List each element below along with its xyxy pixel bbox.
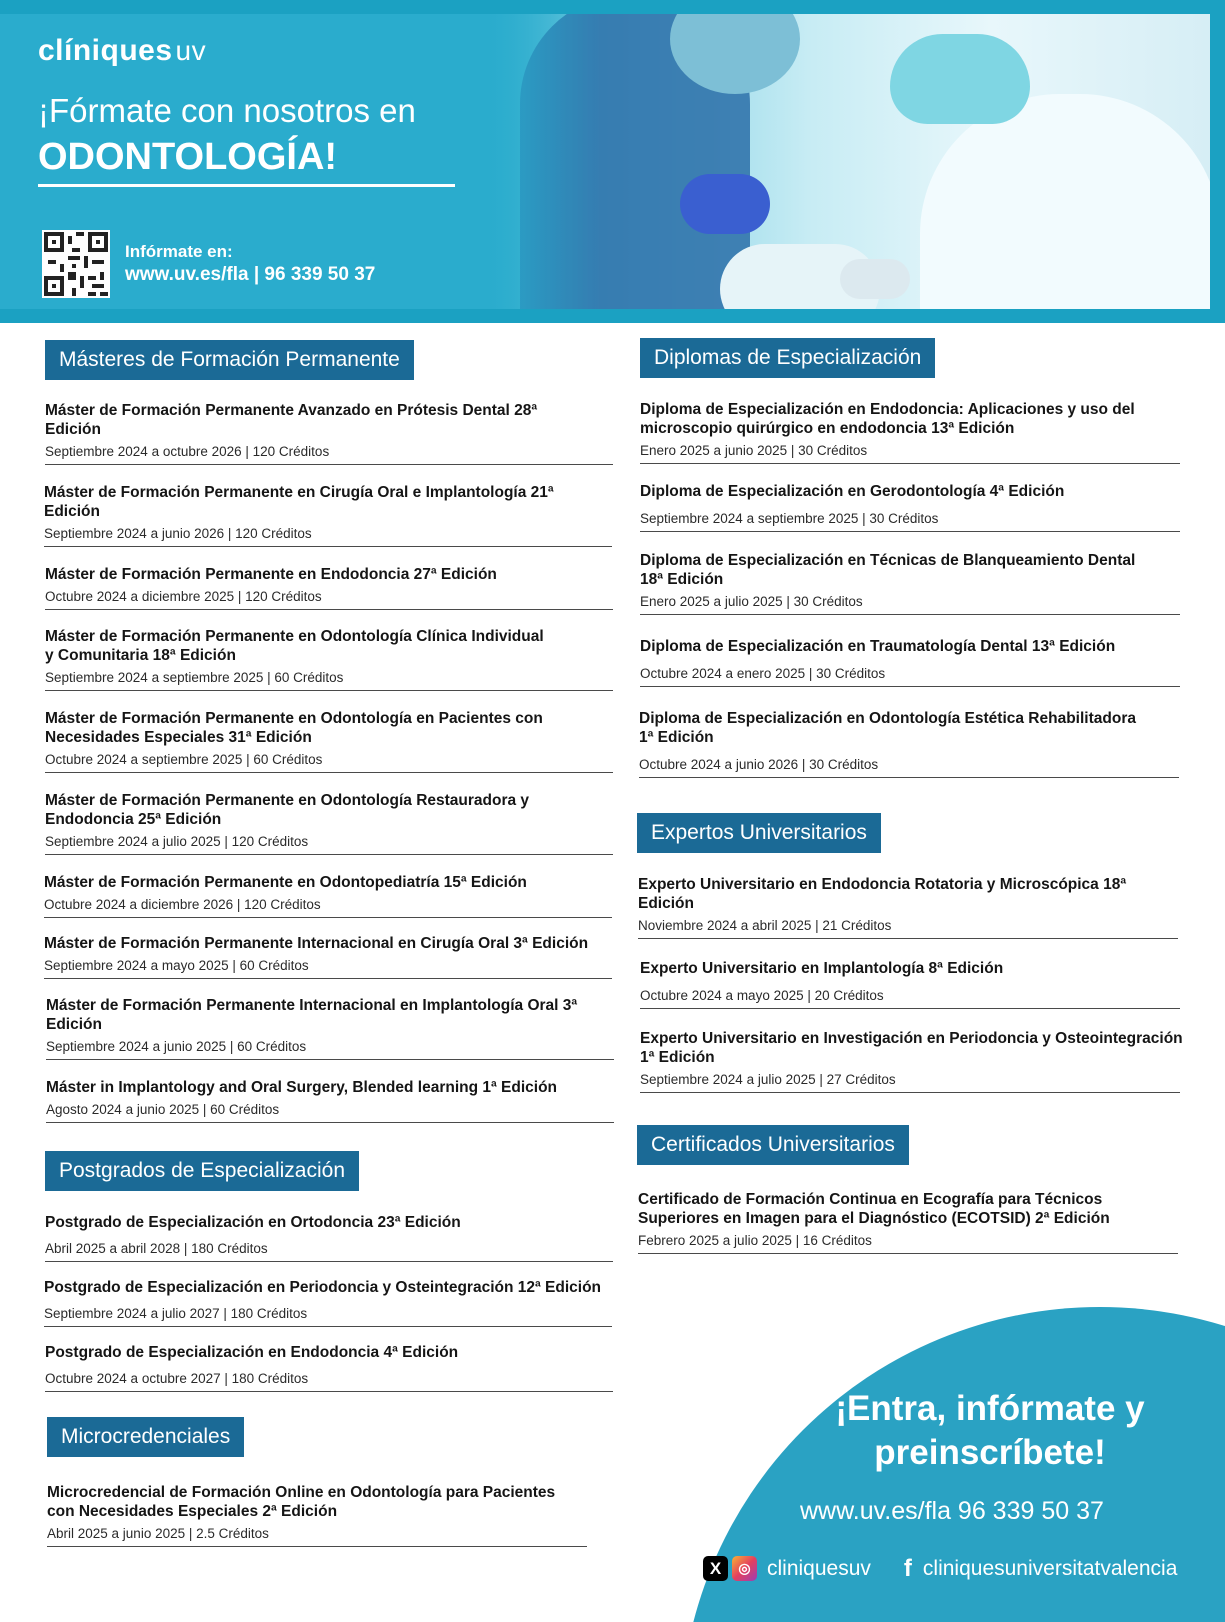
course-title: Máster de Formación Permanente en Odontología en Pacientes con Necesidades Especiales 31ª Edición xyxy=(45,710,543,746)
section-heading-expertos: Expertos Universitarios xyxy=(637,813,881,853)
course-title: Experto Universitario en Endodoncia Rotatoria y Microscópica 18ª Edición xyxy=(638,876,1127,912)
course-details: Septiembre 2024 a julio 2025 | 120 Créditos xyxy=(45,834,309,849)
course-title: Postgrado de Especialización en Periodoncia y Osteintegración 12ª Edición xyxy=(44,1279,602,1296)
course-item[interactable] xyxy=(640,400,1180,458)
course-item[interactable] xyxy=(45,1213,613,1256)
x-icon[interactable]: X xyxy=(703,1556,728,1581)
course-details: Noviembre 2024 a abril 2025 | 21 Créditos xyxy=(638,918,892,933)
section-heading-diplomas: Diplomas de Especialización xyxy=(640,338,935,378)
course-details: Septiembre 2024 a septiembre 2025 | 30 Créditos xyxy=(640,511,939,526)
course-item[interactable] xyxy=(45,709,613,767)
course-title: Diploma de Especialización en Técnicas de Blanqueamiento Dental 18ª Edición xyxy=(640,552,1136,588)
course-details: Octubre 2024 a septiembre 2025 | 60 Créditos xyxy=(45,752,323,767)
course-item[interactable] xyxy=(46,1078,614,1117)
course-details: Agosto 2024 a junio 2025 | 60 Créditos xyxy=(46,1102,280,1117)
course-item[interactable] xyxy=(45,401,613,459)
course-details: Septiembre 2024 a julio 2027 | 180 Créditos xyxy=(44,1306,308,1321)
headline-line1: ¡Fórmate con nosotros en xyxy=(38,92,416,129)
course-details: Octubre 2024 a junio 2026 | 30 Créditos xyxy=(639,757,879,772)
course-title: Experto Universitario en Investigación en Periodoncia y Osteointegración 1ª Edición xyxy=(640,1030,1183,1066)
course-title: Máster de Formación Permanente en Odontopediatría 15ª Edición xyxy=(44,874,527,891)
info-label: Infórmate en: xyxy=(125,242,233,261)
course-title: Máster de Formación Permanente en Endodoncia 27ª Edición xyxy=(45,566,497,583)
course-title: Postgrado de Especialización en Ortodoncia 23ª Edición xyxy=(45,1214,461,1231)
course-title: Diploma de Especialización en Endodoncia: Aplicaciones y uso del microscopio quirúrgico en endodoncia 13ª Edición xyxy=(640,401,1135,437)
course-item[interactable] xyxy=(640,551,1180,609)
course-details: Octubre 2024 a mayo 2025 | 20 Créditos xyxy=(640,988,884,1003)
course-item[interactable] xyxy=(44,1278,612,1321)
facebook-icon[interactable]: f xyxy=(903,1555,912,1582)
course-title: Máster de Formación Permanente Internacional en Implantología Oral 3ª Edición xyxy=(46,997,578,1033)
course-details: Abril 2025 a junio 2025 | 2.5 Créditos xyxy=(47,1526,269,1541)
headline-line2: ODONTOLOGÍA! xyxy=(38,136,338,178)
course-title: Diploma de Especialización en Odontología Estética Rehabilitadora 1ª Edición xyxy=(639,710,1136,746)
course-title: Máster de Formación Permanente Internacional en Cirugía Oral 3ª Edición xyxy=(44,935,589,952)
course-details: Septiembre 2024 a octubre 2026 | 120 Créditos xyxy=(45,444,330,459)
course-details: Febrero 2025 a julio 2025 | 16 Créditos xyxy=(638,1233,872,1248)
course-details: Septiembre 2024 a junio 2026 | 120 Créditos xyxy=(44,526,312,541)
course-item[interactable] xyxy=(640,482,1180,526)
course-item[interactable] xyxy=(639,709,1179,772)
course-title: Experto Universitario en Implantología 8ª Edición xyxy=(640,960,1004,977)
course-title: Máster de Formación Permanente en Odontología Restauradora y Endodoncia 25ª Edición xyxy=(45,792,530,828)
course-item[interactable] xyxy=(640,637,1180,681)
course-details: Septiembre 2024 a junio 2025 | 60 Créditos xyxy=(46,1039,307,1054)
section-heading-masteres: Másteres de Formación Permanente xyxy=(45,340,414,380)
course-details: Abril 2025 a abril 2028 | 180 Créditos xyxy=(45,1241,268,1256)
course-details: Enero 2025 a junio 2025 | 30 Créditos xyxy=(640,443,868,458)
header-banner xyxy=(0,0,1225,323)
course-details: Octubre 2024 a enero 2025 | 30 Créditos xyxy=(640,666,886,681)
course-item[interactable] xyxy=(46,996,614,1054)
facebook-handle[interactable]: cliniquesuniversitatvalencia xyxy=(922,1556,1178,1580)
course-title: Máster de Formación Permanente Avanzado en Prótesis Dental 28ª Edición xyxy=(45,402,538,438)
cta-contact[interactable]: www.uv.es/fla 96 339 50 37 xyxy=(800,1497,1104,1525)
course-details: Septiembre 2024 a julio 2025 | 27 Créditos xyxy=(640,1072,896,1087)
course-item[interactable] xyxy=(45,1343,613,1386)
course-item[interactable] xyxy=(44,483,612,541)
course-item[interactable] xyxy=(45,791,613,849)
course-details: Septiembre 2024 a mayo 2025 | 60 Créditos xyxy=(44,958,309,973)
social-row xyxy=(703,1556,1177,1581)
course-details: Enero 2025 a julio 2025 | 30 Créditos xyxy=(640,594,863,609)
course-details: Septiembre 2024 a septiembre 2025 | 60 Créditos xyxy=(45,670,344,685)
course-item[interactable] xyxy=(45,565,613,604)
course-item[interactable] xyxy=(44,873,612,912)
course-title: Máster de Formación Permanente en Cirugía Oral e Implantología 21ª Edición xyxy=(44,484,554,520)
course-details: Octubre 2024 a diciembre 2026 | 120 Créditos xyxy=(44,897,321,912)
qr-code-icon[interactable] xyxy=(42,230,110,298)
course-title: Máster in Implantology and Oral Surgery, Blended learning 1ª Edición xyxy=(46,1079,558,1096)
course-title: Máster de Formación Permanente en Odontología Clínica Individual y Comunitaria 18ª Edición xyxy=(45,628,544,664)
instagram-icon[interactable]: ◎ xyxy=(732,1556,757,1581)
course-details: Octubre 2024 a diciembre 2025 | 120 Créditos xyxy=(45,589,322,604)
section-heading-microcredenciales: Microcredenciales xyxy=(47,1417,244,1457)
course-item[interactable] xyxy=(638,875,1178,933)
course-item[interactable] xyxy=(638,1190,1178,1248)
cta-heading: ¡Entra, infórmate y preinscríbete! xyxy=(835,1389,1145,1472)
headline-divider xyxy=(38,184,455,187)
course-title: Microcredencial de Formación Online en Odontología para Pacientes con Necesidades Especiales 2ª Edición xyxy=(47,1484,556,1520)
social-handle[interactable]: cliniquesuv xyxy=(767,1556,871,1580)
course-title: Postgrado de Especialización en Endodoncia 4ª Edición xyxy=(45,1344,459,1361)
course-item[interactable] xyxy=(45,627,613,685)
course-item[interactable] xyxy=(640,959,1180,1003)
course-item[interactable] xyxy=(44,934,612,973)
section-heading-postgrados: Postgrados de Especialización xyxy=(45,1151,359,1191)
info-contact[interactable]: www.uv.es/fla | 96 339 50 37 xyxy=(125,264,376,285)
logo: clíniques uv xyxy=(38,34,207,67)
dental-photo xyxy=(480,14,1210,309)
course-item[interactable] xyxy=(47,1483,587,1541)
course-details: Octubre 2024 a octubre 2027 | 180 Créditos xyxy=(45,1371,309,1386)
course-title: Diploma de Especialización en Traumatología Dental 13ª Edición xyxy=(640,638,1116,655)
course-title: Certificado de Formación Continua en Ecografía para Técnicos Superiores en Imagen para el Diagnóstico (ECOTSID) 2ª Edición xyxy=(638,1191,1110,1227)
section-heading-certificados: Certificados Universitarios xyxy=(637,1125,909,1165)
course-item[interactable] xyxy=(640,1029,1185,1087)
course-title: Diploma de Especialización en Gerodontología 4ª Edición xyxy=(640,483,1065,500)
